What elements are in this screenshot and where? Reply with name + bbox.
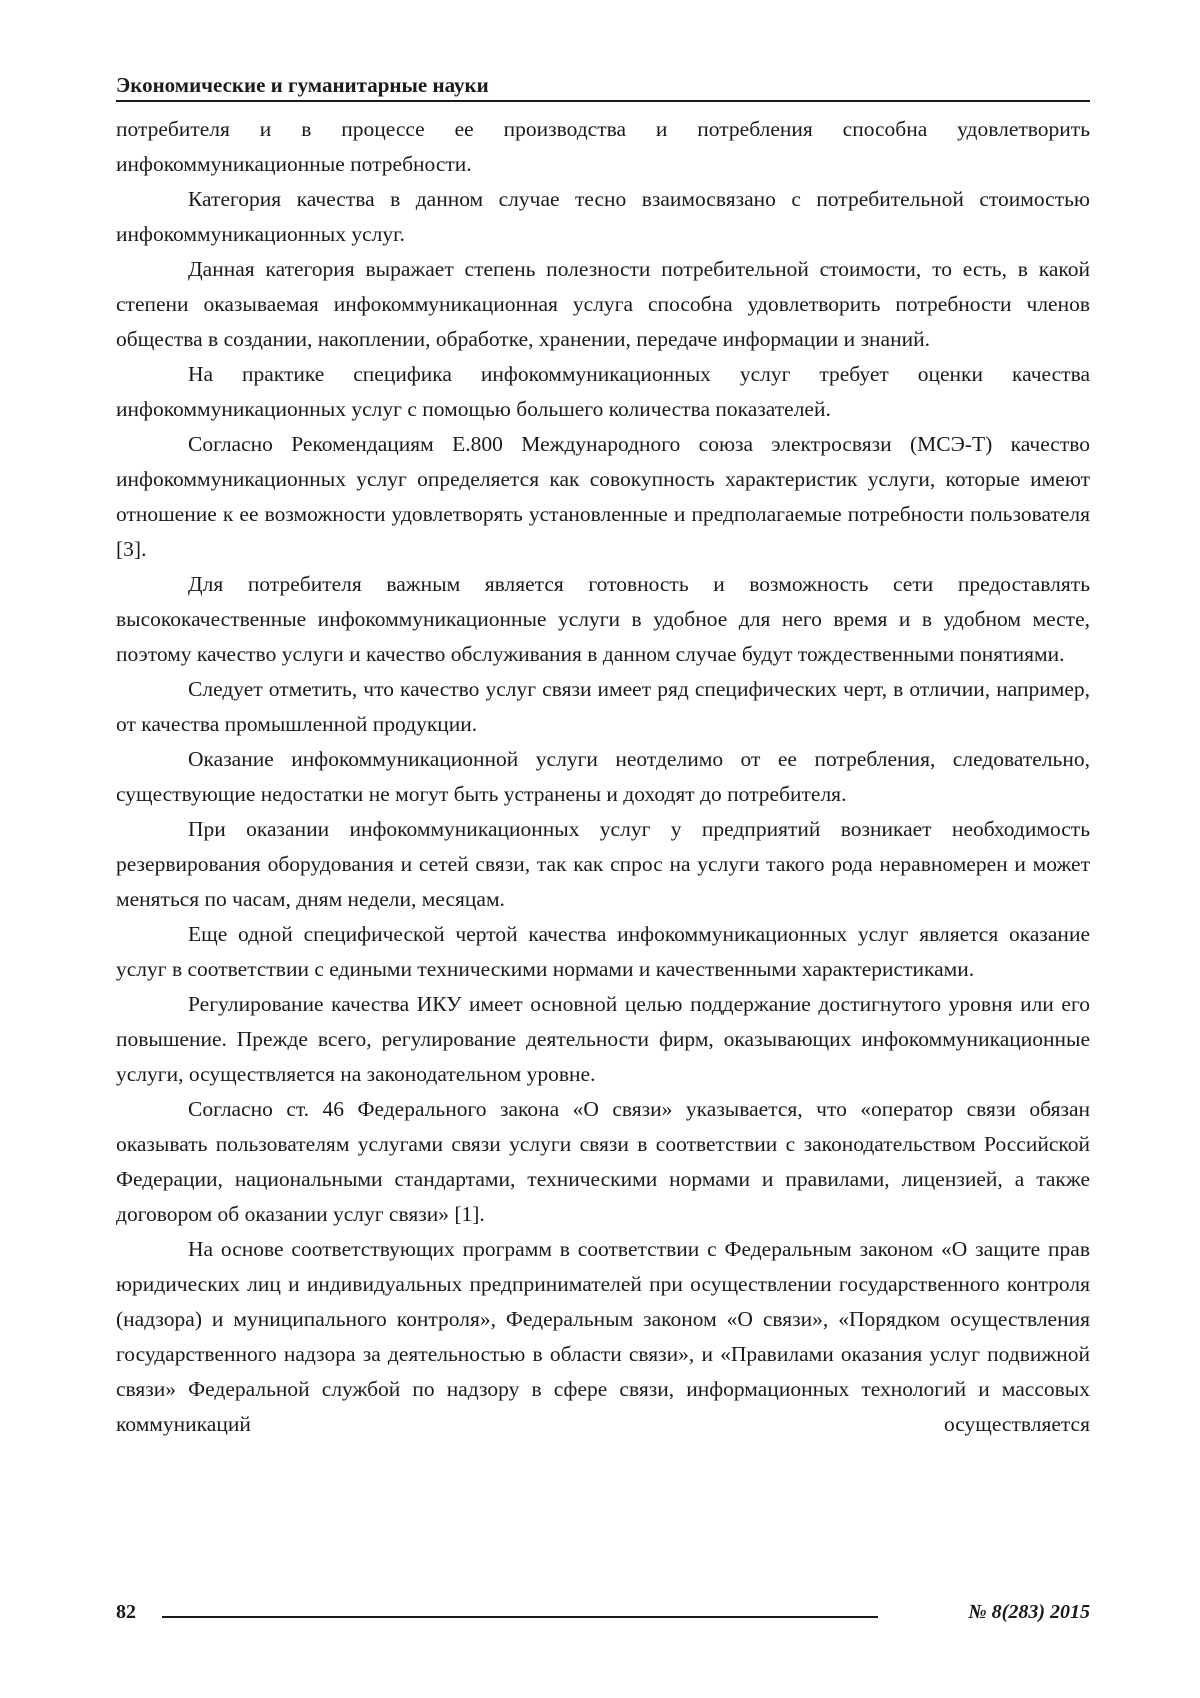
paragraph-6: Для потребителя важным является готовность и возможность сети предоставлять высококачественные инфокоммуникационные услуги в удобное для него время и в удобном месте, поэтому качество услуги и качество обслуживания в данном случае будут тождественными понятиями. xyxy=(116,567,1090,672)
article-body xyxy=(116,112,1090,1442)
paragraph-5: Согласно Рекомендациям Е.800 Международного союза электросвязи (МСЭ-Т) качество инфокоммуникационных услуг определяется как совокупность характеристик услуги, которые имеют отношение к ее возможности удовлетворять установленные и предполагаемые потребности пользователя [3]. xyxy=(116,427,1090,567)
footer-divider xyxy=(162,1616,878,1618)
paragraph-3: Данная категория выражает степень полезности потребительной стоимости, то есть, в какой степени оказываемая инфокоммуникационная услуга способна удовлетворить потребности членов общества в создании, накоплении, обработке, хранении, передаче информации и знаний. xyxy=(116,252,1090,357)
journal-page xyxy=(0,0,1200,1698)
running-header: Экономические и гуманитарные науки xyxy=(116,72,1090,102)
paragraph-13: На основе соответствующих программ в соответствии с Федеральным законом «О защите прав юридических лиц и индивидуальных предпринимателей при осуществлении государственного контроля (надзора) и муниципального контроля», Федеральным законом «О связи», «Порядком осуществления государственного надзора за деятельностью в области связи», и «Правилами оказания услуг подвижной связи» Федеральной службой по надзору в сфере связи, информационных технологий и массовых коммуникаций осуществляется xyxy=(116,1232,1090,1442)
paragraph-8: Оказание инфокоммуникационной услуги неотделимо от ее потребления, следовательно, существующие недостатки не могут быть устранены и доходят до потребителя. xyxy=(116,742,1090,812)
paragraph-9: При оказании инфокоммуникационных услуг у предприятий возникает необходимость резервирования оборудования и сетей связи, так как спрос на услуги такого рода неравномерен и может меняться по часам, дням недели, месяцам. xyxy=(116,812,1090,917)
paragraph-4: На практике специфика инфокоммуникационных услуг требует оценки качества инфокоммуникационных услуг с помощью большего количества показателей. xyxy=(116,357,1090,427)
paragraph-2: Категория качества в данном случае тесно взаимосвязано с потребительной стоимостью инфокоммуникационных услуг. xyxy=(116,182,1090,252)
issue-label: № 8(283) 2015 xyxy=(968,1597,1090,1627)
page-footer xyxy=(116,1597,1090,1627)
paragraph-12: Согласно ст. 46 Федерального закона «О связи» указывается, что «оператор связи обязан оказывать пользователям услугами связи услуги связи в соответствии с законодательством Российской Федерации, национальными стандартами, техническими нормами и правилами, лицензией, а также договором об оказании услуг связи» [1]. xyxy=(116,1092,1090,1232)
paragraph-7: Следует отметить, что качество услуг связи имеет ряд специфических черт, в отличии, например, от качества промышленной продукции. xyxy=(116,672,1090,742)
paragraph-10: Еще одной специфической чертой качества инфокоммуникационных услуг является оказание услуг в соответствии с едиными техническими нормами и качественными характеристиками. xyxy=(116,917,1090,987)
paragraph-1: потребителя и в процессе ее производства и потребления способна удовлетворить инфокоммуникационные потребности. xyxy=(116,112,1090,182)
paragraph-11: Регулирование качества ИКУ имеет основной целью поддержание достигнутого уровня или его повышение. Прежде всего, регулирование деятельности фирм, оказывающих инфокоммуникационные услуги, осуществляется на законодательном уровне. xyxy=(116,987,1090,1092)
page-number: 82 xyxy=(116,1597,136,1627)
